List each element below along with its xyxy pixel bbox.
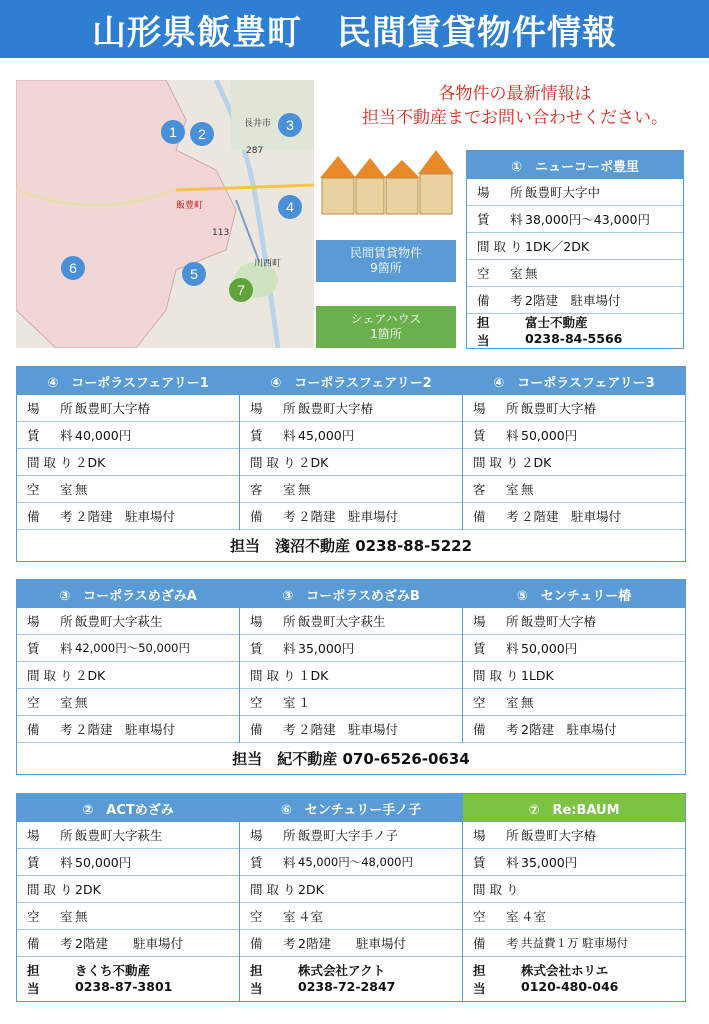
label-place: 場 所 bbox=[473, 401, 523, 416]
label-layout: 間取り bbox=[27, 455, 77, 470]
row-vacancy bbox=[240, 476, 462, 503]
label-rent: 賃 料 bbox=[27, 855, 77, 870]
row-note bbox=[467, 287, 683, 314]
label-rent: 賃 料 bbox=[250, 428, 300, 443]
value-layout: ２DK bbox=[75, 455, 106, 470]
row-note bbox=[17, 716, 239, 743]
row-rent bbox=[463, 422, 685, 449]
row-place bbox=[17, 608, 239, 635]
row-rent bbox=[17, 635, 239, 662]
value-rent: 35,000円 bbox=[298, 641, 355, 656]
label-place: 場 所 bbox=[473, 828, 523, 843]
row-note bbox=[240, 716, 462, 743]
value-vacancy: 無 bbox=[525, 266, 538, 281]
label-rent: 賃 料 bbox=[477, 212, 527, 227]
map-pin-7[interactable]: 7 bbox=[229, 278, 253, 302]
property-title: ④ コーポラスフェアリー1 bbox=[17, 367, 239, 395]
property-card-mezami-a bbox=[17, 580, 240, 743]
row-place bbox=[467, 179, 683, 206]
value-rent: 45,000円 bbox=[298, 428, 355, 443]
property-card-fairy-2 bbox=[240, 367, 463, 530]
row-rent bbox=[463, 849, 685, 876]
agent-contact bbox=[463, 957, 685, 1001]
notice bbox=[330, 82, 700, 130]
label-layout: 間取り bbox=[473, 455, 523, 470]
row-place bbox=[240, 822, 462, 849]
value-note: ２階建 駐車場付 bbox=[521, 509, 622, 524]
row-layout bbox=[17, 662, 239, 689]
value-layout: ２DK bbox=[298, 455, 329, 470]
property-title: ⑦ Re:BAUM bbox=[463, 794, 685, 822]
label-rent: 賃 料 bbox=[473, 855, 523, 870]
row-vacancy bbox=[467, 260, 683, 287]
value-rent: 42,000円～50,000円 bbox=[75, 641, 190, 655]
label-rent: 賃 料 bbox=[250, 855, 300, 870]
row-rent bbox=[467, 206, 683, 233]
agent-name: 富士不動産 bbox=[525, 315, 588, 330]
value-place: 飯豊町大字萩生 bbox=[298, 614, 386, 629]
value-rent: 35,000円 bbox=[521, 855, 578, 870]
agent-tel[interactable]: 0120-480-046 bbox=[521, 979, 619, 994]
agent-name: きくち不動産 bbox=[75, 963, 151, 978]
value-vacancy: 無 bbox=[521, 482, 534, 497]
map-pin-6[interactable]: 6 bbox=[61, 256, 85, 280]
group-agent-footer: 担当 紀不動産 070-6526-0634 bbox=[232, 750, 470, 768]
label-place: 場 所 bbox=[473, 614, 523, 629]
label-place: 場 所 bbox=[27, 828, 77, 843]
value-note: ２階建 駐車場付 bbox=[298, 509, 399, 524]
label-place: 場 所 bbox=[250, 401, 300, 416]
area-map bbox=[16, 80, 314, 348]
value-note: ２階建 駐車場付 bbox=[75, 722, 176, 737]
label-rent: 賃 料 bbox=[250, 641, 300, 656]
row-layout bbox=[17, 876, 239, 903]
value-vacancy: ４室 bbox=[298, 909, 324, 924]
label-vacancy: 空 室 bbox=[27, 695, 77, 710]
row-layout bbox=[463, 876, 685, 903]
property-group-kino bbox=[16, 579, 686, 775]
row-layout bbox=[17, 449, 239, 476]
value-place: 飯豊町大字椿 bbox=[521, 828, 597, 843]
value-layout: 2DK bbox=[298, 881, 324, 897]
row-place bbox=[17, 395, 239, 422]
label-place: 場 所 bbox=[27, 401, 77, 416]
label-vacancy: 客 室 bbox=[473, 482, 523, 497]
property-title: ④ コーポラスフェアリー2 bbox=[240, 367, 462, 395]
value-rent: 50,000円 bbox=[521, 428, 578, 443]
value-place: 飯豊町大字萩生 bbox=[75, 614, 163, 629]
value-rent: 50,000円 bbox=[521, 641, 578, 656]
value-vacancy: 無 bbox=[75, 482, 88, 497]
value-note: 2階建 駐車場付 bbox=[75, 936, 183, 951]
label-layout: 間取り bbox=[473, 668, 523, 683]
value-note: ２階建 駐車場付 bbox=[75, 509, 176, 524]
agent-name: 株式会社ホリエ bbox=[521, 963, 609, 978]
property-title: ② ACTめざみ bbox=[17, 794, 239, 822]
property-card-rebaum bbox=[463, 794, 685, 1001]
row-note bbox=[17, 503, 239, 530]
row-note bbox=[240, 930, 462, 957]
label-note: 備 考 bbox=[473, 722, 523, 737]
row-place bbox=[463, 608, 685, 635]
value-place: 飯豊町大字椿 bbox=[75, 401, 151, 416]
row-layout bbox=[467, 233, 683, 260]
label-vacancy: 空 室 bbox=[473, 909, 523, 924]
value-place: 飯豊町大字椿 bbox=[521, 401, 597, 416]
property-group-individual-agents bbox=[16, 793, 686, 1002]
value-place: 飯豊町大字萩生 bbox=[75, 828, 163, 843]
label-layout: 間取り bbox=[250, 882, 300, 897]
row-vacancy bbox=[17, 903, 239, 930]
property-card-fairy-3 bbox=[463, 367, 685, 530]
row-place bbox=[463, 395, 685, 422]
agent-tel[interactable]: 0238-72-2847 bbox=[298, 979, 396, 994]
value-layout: １DK bbox=[298, 668, 329, 683]
label-vacancy: 客 室 bbox=[250, 482, 300, 497]
map-label-road-113: 113 bbox=[212, 228, 230, 238]
property-card-new-corp-toyosato bbox=[466, 150, 684, 349]
map-label-iide: 飯豊町 bbox=[176, 201, 204, 211]
label-layout: 間取り bbox=[250, 455, 300, 470]
value-rent: 40,000円 bbox=[75, 428, 132, 443]
label-note: 備 考 bbox=[473, 509, 523, 524]
label-note: 備 考 bbox=[250, 936, 300, 951]
label-vacancy: 空 室 bbox=[250, 909, 300, 924]
label-layout: 間取り bbox=[477, 239, 527, 254]
value-place: 飯豊町大字中 bbox=[525, 185, 601, 200]
label-note: 備 考 bbox=[27, 722, 77, 737]
label-rent: 賃 料 bbox=[27, 428, 77, 443]
map-pin-3[interactable]: 3 bbox=[278, 113, 302, 137]
row-note bbox=[463, 503, 685, 530]
row-layout bbox=[463, 449, 685, 476]
label-layout: 間取り bbox=[473, 882, 523, 897]
value-layout: ２DK bbox=[521, 455, 552, 470]
row-vacancy bbox=[17, 476, 239, 503]
label-vacancy: 空 室 bbox=[473, 695, 523, 710]
value-vacancy: 無 bbox=[75, 909, 88, 924]
value-layout: ２DK bbox=[75, 668, 106, 683]
row-vacancy bbox=[240, 689, 462, 716]
property-title: ⑥ センチュリー手ノ子 bbox=[240, 794, 462, 822]
row-place bbox=[463, 822, 685, 849]
agent-contact bbox=[467, 314, 683, 348]
value-vacancy: 無 bbox=[298, 482, 311, 497]
value-rent: 50,000円 bbox=[75, 855, 132, 870]
agent-tel[interactable]: 0238-87-3801 bbox=[75, 979, 173, 994]
label-note: 備 考 bbox=[477, 293, 527, 308]
label-layout: 間取り bbox=[250, 668, 300, 683]
notice-line-2: 担当不動産までお問い合わせください。 bbox=[362, 108, 668, 128]
property-title: ① ニューコーポ豊里 bbox=[467, 151, 683, 179]
agent-tel[interactable]: 0238-84-5566 bbox=[525, 331, 623, 346]
label-note: 備 考 bbox=[27, 509, 77, 524]
houses-illustration bbox=[318, 148, 458, 218]
value-note: 2階建 駐車場付 bbox=[525, 293, 621, 308]
label-rent: 賃 料 bbox=[473, 428, 523, 443]
value-vacancy: 無 bbox=[521, 695, 534, 710]
row-note bbox=[17, 930, 239, 957]
map-label-kawanishi: 川西町 bbox=[254, 259, 282, 269]
row-vacancy bbox=[17, 689, 239, 716]
value-note: ２階建 駐車場付 bbox=[298, 722, 399, 737]
label-note: 備 考 bbox=[250, 509, 300, 524]
label-place: 場 所 bbox=[27, 614, 77, 629]
value-layout: 1LDK bbox=[521, 667, 554, 683]
property-title: ③ コーポラスめざみB bbox=[240, 580, 462, 608]
agent-contact bbox=[17, 957, 239, 1001]
label-note: 備 考 bbox=[27, 936, 77, 951]
value-vacancy: ４室 bbox=[521, 909, 547, 924]
row-note bbox=[240, 503, 462, 530]
property-group-asanuma bbox=[16, 366, 686, 562]
row-place bbox=[17, 822, 239, 849]
label-vacancy: 空 室 bbox=[27, 482, 77, 497]
value-layout: 2DK bbox=[75, 881, 101, 897]
row-rent bbox=[240, 635, 462, 662]
legend-share-line-2: 1箇所 bbox=[370, 327, 402, 341]
label-place: 場 所 bbox=[250, 614, 300, 629]
label-place: 場 所 bbox=[477, 185, 527, 200]
label-rent: 賃 料 bbox=[27, 641, 77, 656]
label-layout: 間取り bbox=[27, 882, 77, 897]
property-card-century-tsubaki bbox=[463, 580, 685, 743]
map-label-nagai: 長井市 bbox=[244, 119, 272, 129]
notice-line-1: 各物件の最新情報は bbox=[438, 84, 592, 104]
property-title: ④ コーポラスフェアリー3 bbox=[463, 367, 685, 395]
value-note: 2階建 駐車場付 bbox=[298, 936, 406, 951]
group-agent-footer: 担当 淺沼不動産 0238-88-5222 bbox=[229, 537, 473, 555]
value-layout: 1DK／2DK bbox=[525, 239, 590, 254]
label-agent: 担 当 bbox=[477, 315, 511, 348]
row-note bbox=[463, 716, 685, 743]
label-agent: 担 当 bbox=[250, 963, 284, 996]
row-layout bbox=[463, 662, 685, 689]
row-rent bbox=[17, 422, 239, 449]
map-pin-2[interactable]: 2 bbox=[190, 122, 214, 146]
label-layout: 間取り bbox=[27, 668, 77, 683]
map-label-road-287: 287 bbox=[246, 146, 264, 156]
value-note: 2階建 駐車場付 bbox=[521, 722, 617, 737]
label-place: 場 所 bbox=[250, 828, 300, 843]
row-rent bbox=[463, 635, 685, 662]
property-card-act-mezami bbox=[17, 794, 240, 1001]
map-pin-1[interactable]: 1 bbox=[161, 120, 185, 144]
label-vacancy: 空 室 bbox=[250, 695, 300, 710]
label-vacancy: 空 室 bbox=[27, 909, 77, 924]
map-pin-4[interactable]: 4 bbox=[278, 195, 302, 219]
row-rent bbox=[17, 849, 239, 876]
value-place: 飯豊町大字椿 bbox=[521, 614, 597, 629]
row-place bbox=[240, 608, 462, 635]
label-note: 備 考 bbox=[250, 722, 300, 737]
property-title: ⑤ センチュリー椿 bbox=[463, 580, 685, 608]
legend-private-line-1: 民間賃貸物件 bbox=[349, 246, 422, 260]
row-rent bbox=[240, 422, 462, 449]
value-vacancy: 無 bbox=[75, 695, 88, 710]
legend-share-line-1: シェアハウス bbox=[350, 312, 422, 326]
agent-contact bbox=[240, 957, 462, 1001]
map-pin-5[interactable]: 5 bbox=[182, 262, 206, 286]
label-vacancy: 空 室 bbox=[477, 266, 527, 281]
legend-private-line-2: 9箇所 bbox=[370, 261, 402, 275]
label-agent: 担 当 bbox=[473, 963, 507, 996]
row-vacancy bbox=[463, 903, 685, 930]
row-note bbox=[463, 930, 685, 957]
value-place: 飯豊町大字手ノ子 bbox=[298, 828, 399, 843]
page-header bbox=[0, 0, 709, 58]
page-title: 山形県飯豊町 民間賃貸物件情報 bbox=[92, 12, 617, 53]
row-vacancy bbox=[463, 476, 685, 503]
property-card-century-tenoko bbox=[240, 794, 463, 1001]
row-layout bbox=[240, 662, 462, 689]
property-title: ③ コーポラスめざみA bbox=[17, 580, 239, 608]
value-place: 飯豊町大字椿 bbox=[298, 401, 374, 416]
value-vacancy: １ bbox=[298, 695, 311, 710]
row-place bbox=[240, 395, 462, 422]
row-vacancy bbox=[463, 689, 685, 716]
row-vacancy bbox=[240, 903, 462, 930]
agent-name: 株式会社アクト bbox=[298, 963, 386, 978]
value-rent: 45,000円～48,000円 bbox=[298, 855, 413, 869]
row-rent bbox=[240, 849, 462, 876]
label-agent: 担 当 bbox=[27, 963, 61, 996]
property-card-fairy-1 bbox=[17, 367, 240, 530]
value-note: 共益費１万 駐車場付 bbox=[521, 936, 629, 950]
value-rent: 38,000円～43,000円 bbox=[525, 212, 650, 227]
legend-private-rental bbox=[316, 240, 456, 282]
label-rent: 賃 料 bbox=[473, 641, 523, 656]
property-card-mezami-b bbox=[240, 580, 463, 743]
label-note: 備 考 bbox=[473, 936, 523, 951]
row-layout bbox=[240, 449, 462, 476]
row-layout bbox=[240, 876, 462, 903]
legend-share-house bbox=[316, 306, 456, 348]
